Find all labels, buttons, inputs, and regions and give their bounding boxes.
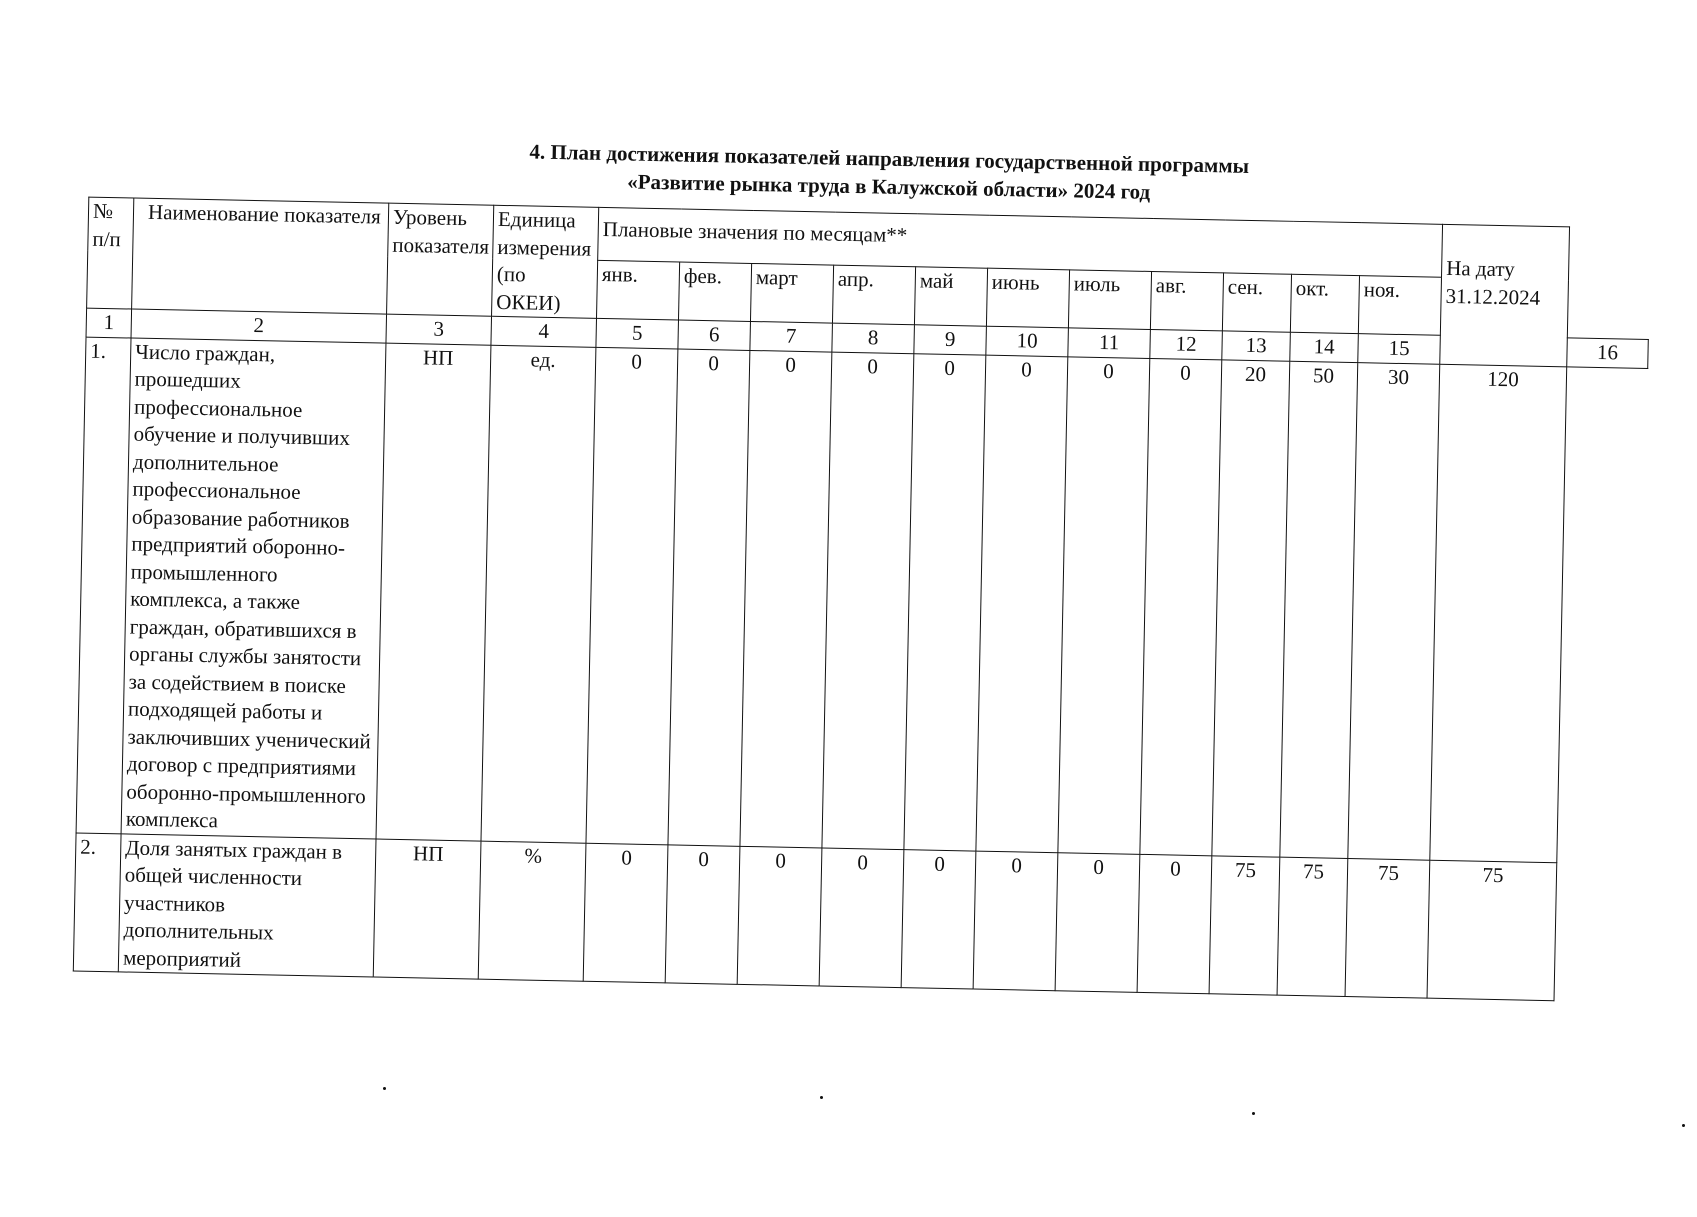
column-number: 16 bbox=[1567, 338, 1649, 368]
header-name: Наименование показателя bbox=[132, 198, 389, 314]
column-number: 14 bbox=[1290, 332, 1359, 362]
document-title bbox=[269, 132, 1510, 213]
indicator-name: Число граждан, прошедших профессиональное обучение и получивших дополнительное профессиональное образование работников предприятий оборонно-промышленного комплекса, а также граждан, обратившихся в органы службы занятости за содействием в поиске подходящей работы и заключивших ученический договор с предприятиями оборонно-промышленного комплекса bbox=[121, 338, 386, 839]
month-feb: фев. bbox=[678, 262, 751, 321]
value-oct: 50 bbox=[1280, 361, 1358, 858]
column-number: 2 bbox=[131, 309, 387, 343]
value-mar: 0 bbox=[740, 350, 832, 848]
month-sep: сен. bbox=[1222, 273, 1291, 332]
column-number: 12 bbox=[1150, 329, 1223, 359]
table-row bbox=[76, 337, 1648, 864]
indicator-level: НП bbox=[373, 839, 481, 980]
header-level: Уровень показателя bbox=[387, 203, 494, 316]
value-jul: 0 bbox=[1058, 356, 1150, 854]
column-number: 7 bbox=[750, 321, 833, 351]
row-num: 2. bbox=[73, 833, 121, 972]
month-mar: март bbox=[750, 264, 833, 323]
month-aug: авг. bbox=[1150, 272, 1223, 331]
value-mar: 0 bbox=[737, 846, 822, 986]
value-feb: 0 bbox=[668, 348, 750, 845]
indicator-name: Доля занятых граждан в общей численности участников дополнительных мероприятий bbox=[118, 833, 376, 977]
scan-speck bbox=[1682, 1124, 1685, 1127]
row-num: 1. bbox=[76, 337, 131, 834]
month-jun: июнь bbox=[986, 268, 1069, 327]
value-jan: 0 bbox=[586, 347, 678, 845]
column-number: 1 bbox=[86, 308, 132, 337]
column-number: 4 bbox=[491, 316, 597, 347]
scan-speck bbox=[383, 1087, 386, 1090]
column-number: 3 bbox=[386, 314, 492, 345]
scan-speck bbox=[1252, 1112, 1255, 1115]
value-jun: 0 bbox=[973, 851, 1058, 991]
value-aug: 0 bbox=[1140, 358, 1222, 855]
header-monthly: Плановые значения по месяцам** bbox=[598, 207, 1443, 277]
column-number: 15 bbox=[1358, 334, 1441, 364]
value-jun: 0 bbox=[976, 355, 1068, 853]
title-line-1: 4. План достижения показателей направления государственной программы bbox=[529, 139, 1250, 178]
month-nov: ноя. bbox=[1358, 276, 1441, 335]
header-num: № п/п bbox=[87, 197, 134, 309]
value-total: 120 bbox=[1430, 364, 1567, 862]
column-number: 13 bbox=[1222, 331, 1291, 361]
value-may: 0 bbox=[904, 353, 986, 850]
value-sep: 75 bbox=[1209, 855, 1280, 995]
month-may: май bbox=[914, 267, 987, 326]
month-apr: апр. bbox=[832, 265, 915, 324]
value-total: 75 bbox=[1427, 860, 1557, 1001]
scan-speck bbox=[820, 1096, 823, 1099]
column-number: 8 bbox=[832, 323, 915, 353]
value-oct: 75 bbox=[1277, 857, 1348, 997]
indicator-unit: ед. bbox=[481, 345, 596, 843]
month-jul: июль bbox=[1068, 270, 1151, 329]
value-apr: 0 bbox=[819, 847, 904, 987]
value-may: 0 bbox=[901, 849, 976, 989]
title-line-2: «Развитие рынка труда в Калужской области» 2024 год bbox=[627, 169, 1151, 204]
month-oct: окт. bbox=[1290, 275, 1359, 334]
value-jan: 0 bbox=[583, 843, 668, 983]
indicator-unit: % bbox=[478, 841, 586, 982]
value-sep: 20 bbox=[1212, 359, 1290, 856]
indicator-level: НП bbox=[376, 343, 491, 841]
header-date: На дату 31.12.2024 bbox=[1440, 224, 1570, 366]
value-aug: 0 bbox=[1137, 854, 1212, 994]
month-jan: янв. bbox=[597, 261, 680, 320]
value-nov: 30 bbox=[1348, 362, 1440, 860]
value-jul: 0 bbox=[1055, 852, 1140, 992]
header-unit: Единица измерения (по ОКЕИ) bbox=[492, 205, 599, 318]
value-feb: 0 bbox=[665, 844, 740, 984]
indicators-table bbox=[73, 197, 1651, 1003]
column-number: 5 bbox=[596, 318, 679, 348]
value-apr: 0 bbox=[822, 352, 914, 850]
column-number: 9 bbox=[914, 325, 987, 355]
column-number: 6 bbox=[678, 320, 751, 350]
column-number: 11 bbox=[1068, 328, 1151, 358]
column-number: 10 bbox=[986, 326, 1069, 356]
value-nov: 75 bbox=[1345, 858, 1430, 998]
